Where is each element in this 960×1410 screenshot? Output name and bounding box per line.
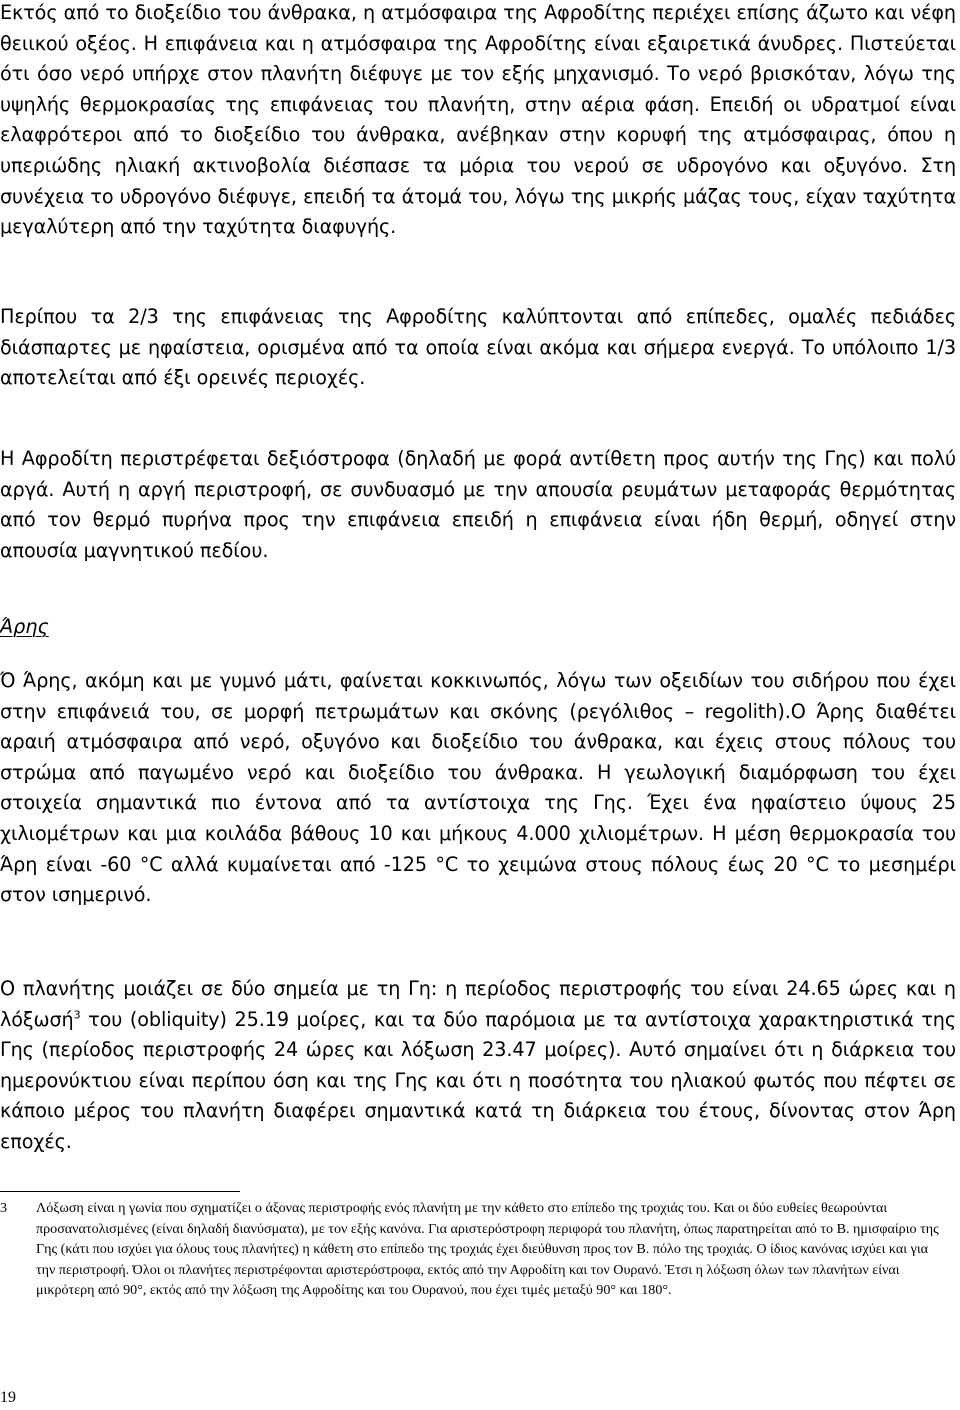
paragraph-venus-atmosphere: Εκτός από το διοξείδιο του άνθρακα, η ατμόσφαιρα της Αφροδίτης περιέχει επίσης άζωτο και νέφη θειικού οξέος. Η επιφάνεια και η ατμόσφαιρα της Αφροδίτης είναι εξαιρετικά άνυδρες. Πιστεύεται ότι όσο νερό υπήρχε στον πλανήτη διέφυγε με τον εξής μηχανισμό. Το νερό βρισκόταν, λόγω της υψηλής θερμοκρασίας της επιφάνειας του πλανήτη, στην αέρια φάση. Επειδή οι υδρατμοί είναι ελαφρότεροι από το διοξείδιο του άνθρακα, ανέβηκαν στην κορυφή της ατμόσφαιρας, όπου η υπεριώδης ηλιακή ακτινοβολία διέσπασε τα μόρια του νερού σε υδρογόνο και οξυγόνο. Στη συνέχεια το υδρογόνο διέφυγε, επειδή τα άτομά του, λόγω της μικρής μάζας τους, είχαν ταχύτητα μεγαλύτερη από την ταχύτητα διαφυγής. — [0, 1, 956, 239]
page-number: 19 — [0, 1389, 16, 1406]
section-heading-mars: Άρης — [0, 615, 49, 638]
footnote — [0, 1198, 944, 1301]
paragraph-text-after-footnote: του (obliquity) 25.19 μοίρες, και τα δύο παρόμοια με τα αντίστοιχα χαρακτηριστικά της Γης (περίοδος περιστροφής 24 ώρες και λόξωση 23.47 μοίρες). Αυτό σημαίνει ότι η διάρκεια του ημερονύκτιου είναι περίπου όση και της Γης και ότι η ποσότητα του ηλιακού φωτός που πέφτει σε κάποιο μέρος του πλανήτη διαφέρει σημαντικά κατά τη διάρκεια του έτους, δίνοντας στον Άρη εποχές. — [0, 1007, 956, 1153]
footnote-reference[interactable]: 3 — [73, 1008, 81, 1022]
paragraph-text-before-footnote: Ο πλανήτης μοιάζει σε δύο σημεία με τη Γη: η περίοδος περιστροφής του είναι 24.65 ώρες και η λόξωσή — [0, 977, 956, 1031]
footnote-separator — [0, 1191, 240, 1192]
paragraph-mars-similarities — [0, 974, 956, 1158]
footnote-marker: 3 — [0, 1200, 8, 1216]
paragraph-mars-description: Ό Άρης, ακόμη και με γυμνό μάτι, φαίνεται κοκκινωπός, λόγω των οξειδίων του σιδήρου που έχει στην επιφάνειά του, σε μορφή πετρωμάτων και σκόνης (ρεγόλιθος – regolith).Ο Άρης διαθέτει αραιή ατμόσφαιρα από νερό, οξυγόνο και διοξείδιο του άνθρακα, και έχεις στους πόλους του στρώμα από παγωμένο νερό και διοξείδιο του άνθρακα. Η γεωλογική διαμόρφωση του έχει στοιχεία σημαντικά πιο έντονα από τα αντίστοιχα της Γης. Έχει ένα ηφαίστειο ύψους 25 χιλιομέτρων και μια κοιλάδα βάθους 10 και μήκους 4.000 χιλιομέτρων. Η μέση θερμοκρασία του Άρη είναι -60 °C αλλά κυμαίνεται από -125 °C το χειμώνα στους πόλους έως 20 °C το μεσημέρι στον ισημερινό. — [0, 669, 956, 907]
paragraph-venus-surface: Περίπου τα 2/3 της επιφάνειας της Αφροδίτης καλύπτονται από επίπεδες, ομαλές πεδιάδες διάσπαρτες με ηφαίστεια, ορισμένα από τα οποία είναι ακόμα και σήμερα ενεργά. Το υπόλοιπο 1/3 αποτελείται από έξι ορεινές περιοχές. — [0, 305, 956, 390]
paragraph-venus-rotation: Η Αφροδίτη περιστρέφεται δεξιόστροφα (δηλαδή με φορά αντίθετη προς αυτήν της Γης) και πολύ αργά. Αυτή η αργή περιστροφή, σε συνδυασμό με την απουσία ρευμάτων μεταφοράς θερμότητας από τον θερμό πυρήνα προς την επιφάνεια επειδή η επιφάνεια είναι ήδη θερμή, οδηγεί στην απουσία μαγνητικού πεδίου. — [0, 447, 956, 562]
footnote-text: Λόξωση είναι η γωνία που σχηματίζει ο άξονας περιστροφής ενός πλανήτη με την κάθετο στο επίπεδο της τροχιάς του. Και οι δύο ευθείες θεωρούνται προσανατολισμένες (είναι δηλαδή διανύσματα), με τον εξής κανόνα. Για αριστερόστροφη περιφορά του πλανήτη, όπως παρατηρείται από το Β. ημισφαίριο της Γης (κάτι που ισχύει για όλους τους πλανήτες) η κάθετη στο επίπεδο της τροχιάς έχει διεύθυνση προς τον Β. πόλο της τροχιάς. Ο ίδιος κανόνας ισχύει και για την περιστροφή. Όλοι οι πλανήτες περιστρέφονται αριστερόστροφα, εκτός από την Αφροδίτη και τον Ουρανό. Έτσι η λόξωση όλων των πλανήτων είναι μικρότερη από 90°, εκτός από την λόξωση της Αφροδίτης και του Ουρανού, που έχει τιμές μεταξύ 90° και 180°. — [36, 1200, 939, 1298]
